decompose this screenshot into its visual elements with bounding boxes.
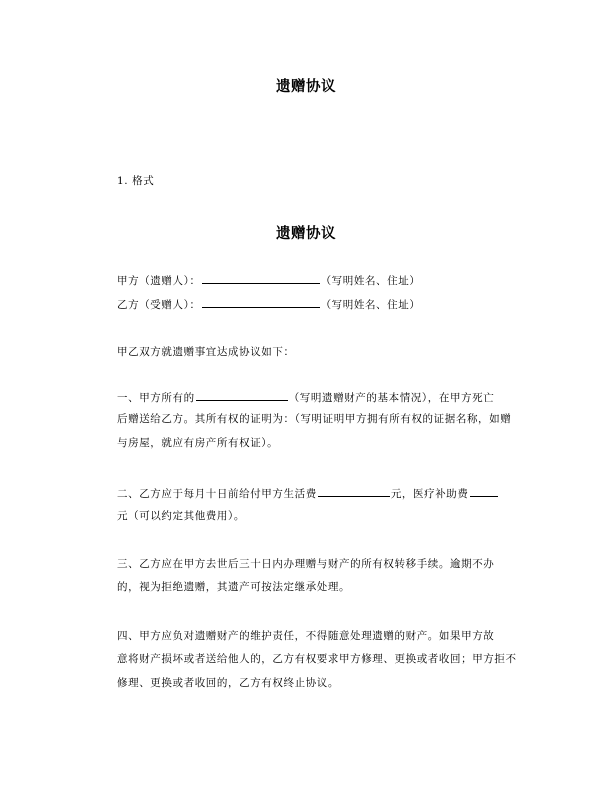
clause1-text-b: （写明遗赠财产的基本情况），在甲方死亡 [288,392,495,404]
clause1-line1 [117,389,527,405]
party-b-label: 乙方（受赠人）： [117,299,201,311]
party-a-hint: （写明姓名、住址） [320,275,421,287]
party-b-hint: （写明姓名、住址） [320,299,421,311]
clause4-line2: 意将财产损坏或者送给他人的，乙方有权要求甲方修理、更换或者收回；甲方拒不 [117,653,517,665]
clause3-line2: 的，视为拒绝遗赠，其遗产可按法定继承处理。 [117,581,351,593]
clause2-text-a: 二、乙方应于每月十日前给付甲方生活费 [117,488,317,500]
agreement-title: 遗赠协议 [276,226,336,242]
clause1-line2: 后赠送给乙方。其所有权的证明为：（写明证明甲方拥有所有权的证据名称，如赠 [117,413,512,425]
intro-text: 甲乙双方就遗赠事宜达成协议如下： [117,346,295,358]
clause4-line3: 修理、更换或者收回的，乙方有权终止协议。 [117,677,339,689]
clause2-line2: 元（可以约定其他费用）。 [117,510,245,522]
clause4-line1: 四、甲方应负对遗赠财产的维护责任，不得随意处理遗赠的财产。如果甲方故 [117,630,495,642]
clause2-text-b: 元，医疗补助费 [390,488,469,500]
clause1-line3: 与房屋，就应有房产所有权证）。 [117,437,279,449]
section-heading: 1. 格式 [117,175,155,187]
clause2-line1 [117,485,527,501]
document-title: 遗赠协议 [276,79,336,95]
party-a-label: 甲方（遗赠人）： [117,275,201,287]
party-b-line [117,296,527,312]
clause1-text-a: 一、甲方所有的 [117,392,195,404]
living-expense-blank [318,485,390,497]
party-a-line [117,272,527,288]
clause3-line1: 三、乙方应在甲方去世后三十日内办理赠与财产的所有权转移手续。逾期不办 [117,558,495,570]
medical-subsidy-blank [470,485,498,497]
clause1-blank [196,389,288,401]
party-b-blank [202,296,320,308]
party-a-blank [202,272,320,284]
